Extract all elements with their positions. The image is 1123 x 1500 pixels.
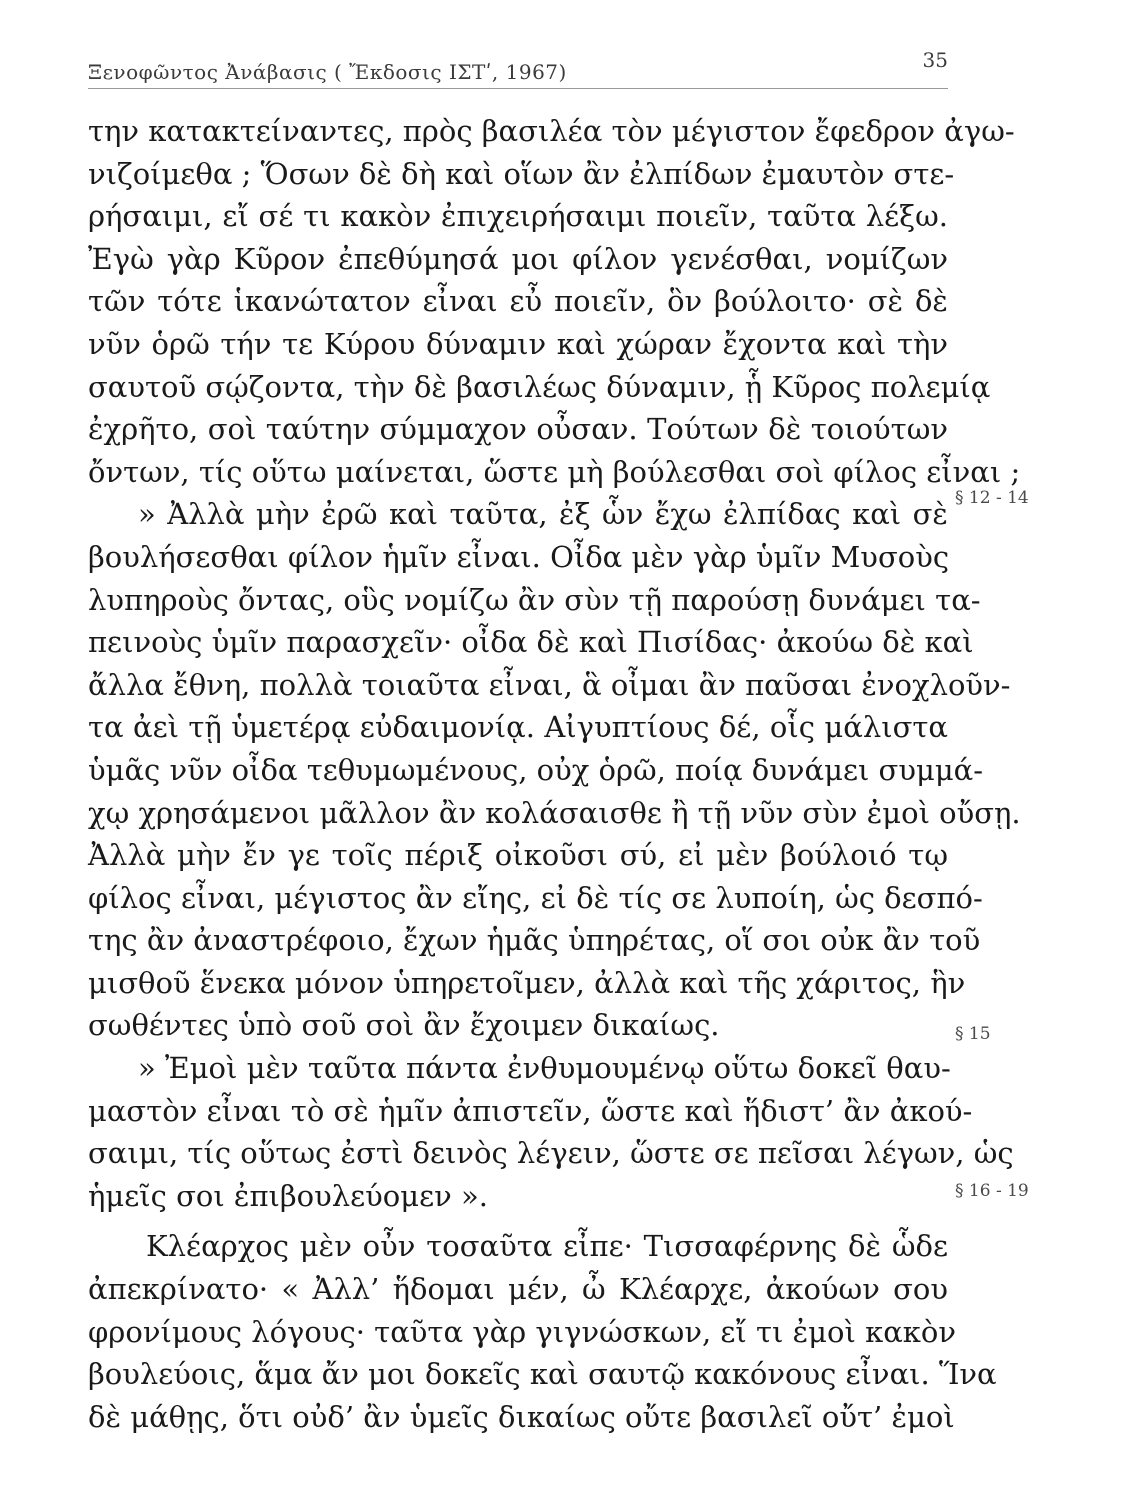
text-line: ὑμᾶς νῦν οἶδα τεθυμωμένους, οὐχ ὁρῶ, ποίᾳ δυνάμει συμμά- bbox=[88, 752, 984, 787]
text-line: νῦν ὁρῶ τήν τε Κύρου δύναμιν καὶ χώραν ἔχοντα καὶ τὴν bbox=[88, 326, 948, 361]
text-line: λυπηροὺς ὄντας, οὓς νομίζω ἂν σὺν τῇ παρούσῃ δυνάμει τα- bbox=[88, 582, 981, 617]
text-line: μαστὸν εἶναι τὸ σὲ ἡμῖν ἀπιστεῖν, ὥστε καὶ ἥδιστ’ ἂν ἀκού- bbox=[88, 1093, 973, 1128]
paragraph-start-line: » Ἀλλὰ μὴν ἐρῶ καὶ ταῦτα, ἐξ ὧν ἔχω ἐλπίδας καὶ σὲ bbox=[138, 497, 948, 532]
text-line: βουλεύοις, ἅμα ἄν μοι δοκεῖς καὶ σαυτῷ κακόνους εἶναι. Ἵνα bbox=[88, 1357, 997, 1392]
text-line: φρονίμους λόγους· ταῦτα γὰρ γιγνώσκων, εἴ τι ἐμοὶ κακὸν bbox=[88, 1314, 957, 1349]
text-line: δὲ μάθῃς, ὅτι οὐδ’ ἂν ὑμεῖς δικαίως οὔτε βασιλεῖ οὔτ’ ἐμοὶ bbox=[88, 1399, 955, 1434]
running-head bbox=[88, 48, 948, 89]
text-line: μισθοῦ ἕνεκα μόνον ὑπηρετοῖμεν, ἀλλὰ καὶ τῆς χάριτος, ἣν bbox=[88, 965, 966, 1000]
text-line: Ἀλλὰ μὴν ἔν γε τοῖς πέριξ οἰκοῦσι σύ, εἰ μὲν βούλοιό τῳ bbox=[88, 838, 948, 873]
text-line: της ἂν ἀναστρέφοιο, ἔχων ἡμᾶς ὑπηρέτας, οἵ σοι οὐκ ἂν τοῦ bbox=[88, 923, 981, 958]
paragraph-start-line: » Ἐμοὶ μὲν ταῦτα πάντα ἐνθυμουμένῳ οὕτω δοκεῖ θαυ- bbox=[138, 1051, 951, 1086]
text-line: ἐχρῆτο, σοὶ ταύτην σύμμαχον οὖσαν. Τούτων δὲ τοιούτων bbox=[88, 412, 948, 447]
text-line: τῶν τότε ἱκανώτατον εἶναι εὖ ποιεῖν, ὃν βούλοιτο· σὲ δὲ bbox=[88, 284, 948, 319]
paragraph-start-line: Κλέαρχος μὲν οὖν τοσαῦτα εἶπε· Τισσαφέρνης δὲ ὧδε bbox=[146, 1229, 948, 1264]
text-line: σωθέντες ὑπὸ σοῦ σοὶ ἂν ἔχοιμεν δικαίως. bbox=[88, 1008, 720, 1043]
text-line: την κατακτείναντες, πρὸς βασιλέα τὸν μέγιστον ἔφεδρον ἀγω- bbox=[88, 114, 1015, 148]
running-title: Ξενοφῶντος Ἀνάβασις ( Ἔκδοσις ΙΣΤʹ, 1967) bbox=[88, 60, 567, 84]
text-line: βουλήσεσθαι φίλον ἡμῖν εἶναι. Οἶδα μὲν γὰρ ὑμῖν Μυσοὺς bbox=[88, 539, 950, 574]
text-line: χῳ χρησάμενοι μᾶλλον ἂν κολάσαισθε ἢ τῇ νῦν σὺν ἐμοὶ οὔσῃ. bbox=[88, 795, 1021, 830]
text-line: ρήσαιμι, εἴ σέ τι κακὸν ἐπιχειρήσαιμι ποιεῖν, ταῦτα λέξω. bbox=[88, 199, 948, 234]
margin-note-section: § 16 - 19 bbox=[955, 1181, 1029, 1201]
text-line: τα ἀεὶ τῇ ὑμετέρᾳ εὐδαιμονίᾳ. Αἰγυπτίους δέ, οἷς μάλιστα bbox=[88, 710, 948, 745]
text-line: σαιμι, τίς οὕτως ἐστὶ δεινὸς λέγειν, ὥστε σε πεῖσαι λέγων, ὡς bbox=[88, 1136, 1014, 1171]
text-line: σαυτοῦ σῴζοντα, τὴν δὲ βασιλέως δύναμιν, ᾗ Κῦρος πολεμίᾳ bbox=[88, 369, 991, 404]
text-line: φίλος εἶναι, μέγιστος ἂν εἴης, εἰ δὲ τίς σε λυποίη, ὡς δεσπό- bbox=[88, 880, 983, 915]
margin-note-section: § 12 - 14 bbox=[955, 488, 1029, 508]
text-line: Ἐγὼ γὰρ Κῦρον ἐπεθύμησά μοι φίλον γενέσθαι, νομίζων bbox=[88, 241, 948, 276]
margin-note-section: § 15 bbox=[955, 1024, 991, 1044]
text-line: ἄλλα ἔθνη, πολλὰ τοιαῦτα εἶναι, ἃ οἶμαι ἂν παῦσαι ἐνοχλοῦν- bbox=[88, 667, 1011, 702]
page-number: 35 bbox=[922, 48, 948, 72]
text-line: ἀπεκρίνατο· « Ἀλλ’ ἥδομαι μέν, ὦ Κλέαρχε, ἀκούων σου bbox=[88, 1272, 948, 1307]
text-line: ἡμεῖς σοι ἐπιβουλεύομεν ». bbox=[88, 1178, 488, 1213]
text-line: νιζοίμεθα ; Ὅσων δὲ δὴ καὶ οἵων ἂν ἐλπίδων ἐμαυτὸν στε- bbox=[88, 156, 955, 191]
text-line: ὄντων, τίς οὕτω μαίνεται, ὥστε μὴ βούλεσθαι σοὶ φίλος εἶναι ; bbox=[88, 454, 1021, 489]
text-line: πεινοὺς ὑμῖν παρασχεῖν· οἶδα δὲ καὶ Πισίδας· ἀκούω δὲ καὶ bbox=[88, 625, 974, 660]
